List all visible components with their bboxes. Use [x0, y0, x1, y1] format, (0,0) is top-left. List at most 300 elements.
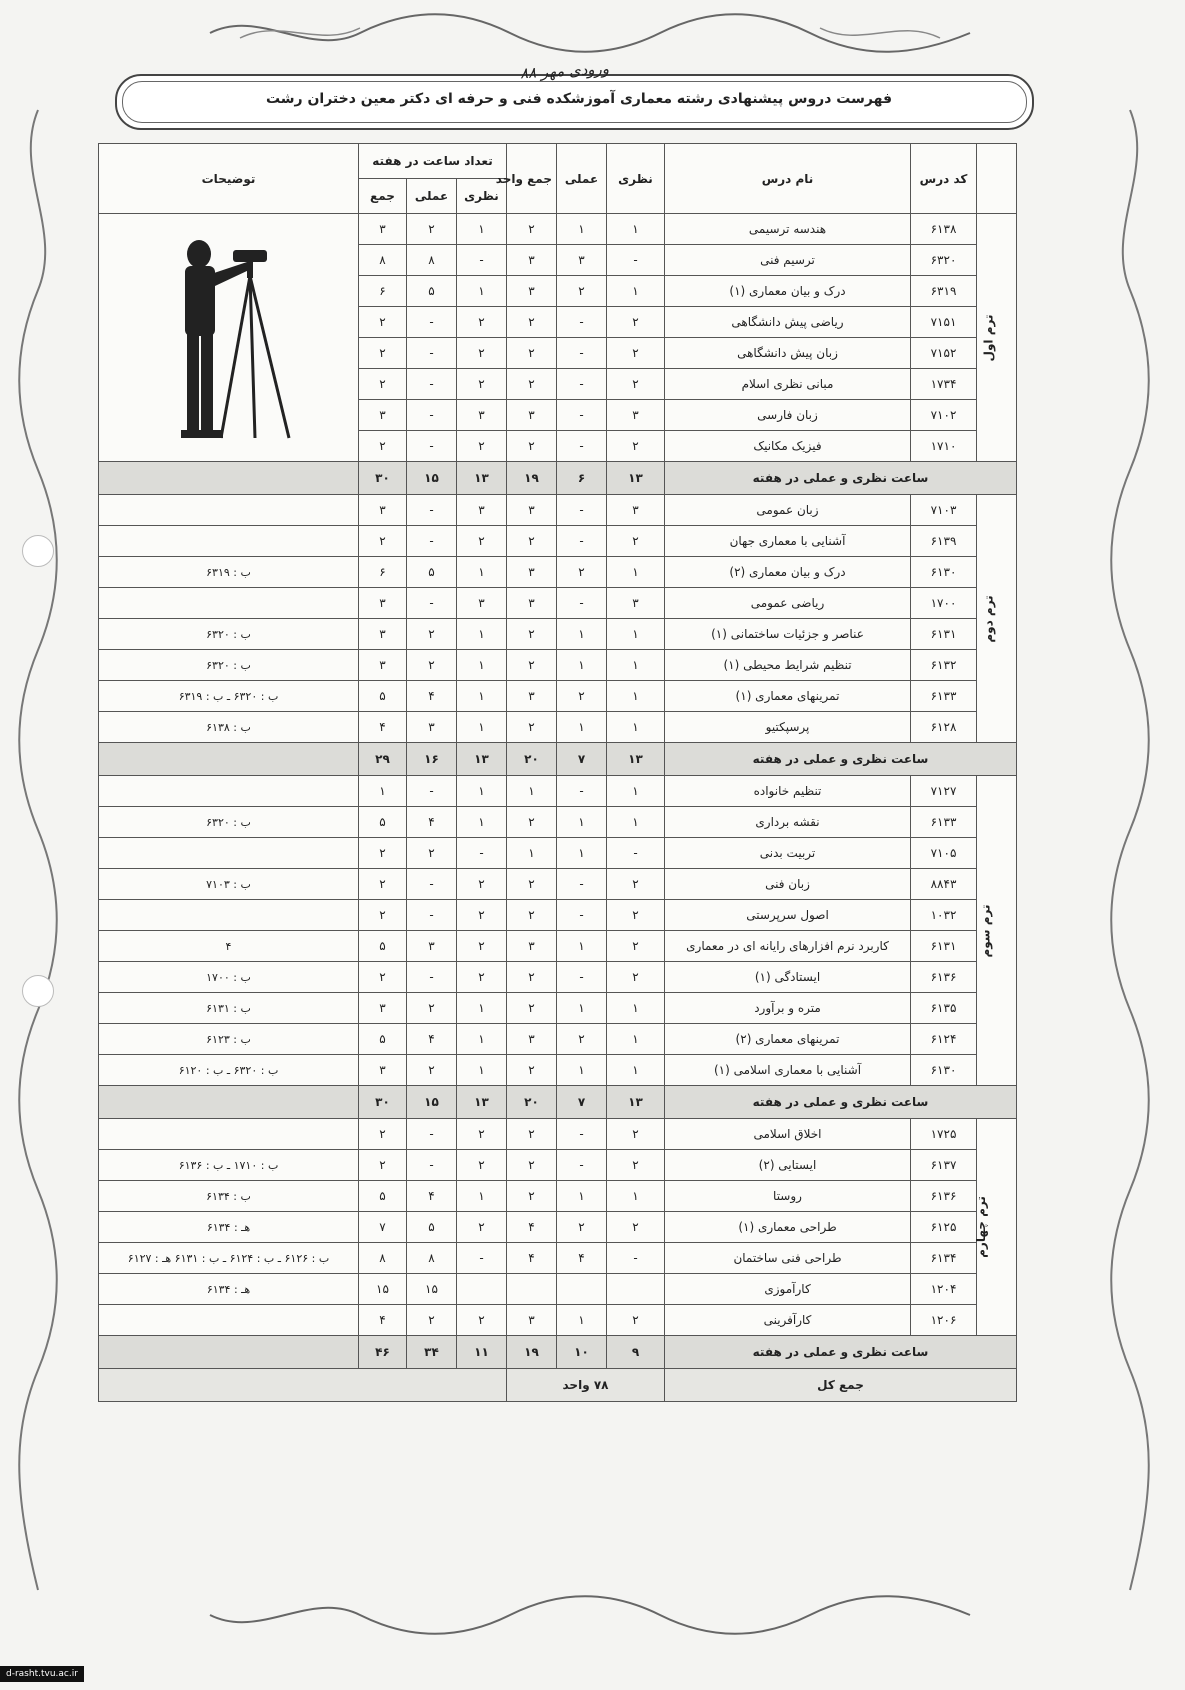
- prerequisite-note: ب : ۱۷۰۰: [99, 962, 359, 993]
- prerequisite-note: هـ : ۶۱۳۴: [99, 1274, 359, 1305]
- hours-theory: -: [457, 1243, 507, 1274]
- course-code: ۷۱۲۷: [911, 776, 977, 807]
- header-name: نام درس: [665, 144, 911, 214]
- course-name: زبان عمومی: [665, 495, 911, 526]
- prerequisite-note: ب : ۶۱۲۳: [99, 1024, 359, 1055]
- course-name: کاربرد نرم افزارهای رایانه ای در معماری: [665, 931, 911, 962]
- hours-practical: ۲: [407, 838, 457, 869]
- units-total: ۳: [507, 276, 557, 307]
- course-name: زبان فارسی: [665, 400, 911, 431]
- subtotal-u: ۲۰: [507, 1086, 557, 1119]
- course-name: کارآفرینی: [665, 1305, 911, 1336]
- units-total: ۲: [507, 712, 557, 743]
- hours-total: ۴: [359, 1305, 407, 1336]
- hours-total: ۲: [359, 1119, 407, 1150]
- prerequisite-note: [99, 776, 359, 807]
- course-name: ریاضی پیش دانشگاهی: [665, 307, 911, 338]
- hours-practical: ۵: [407, 1212, 457, 1243]
- units-total: ۲: [507, 369, 557, 400]
- units-total: ۲: [507, 338, 557, 369]
- course-code: ۷۱۵۱: [911, 307, 977, 338]
- course-code: ۶۱۳۱: [911, 931, 977, 962]
- table-row: [99, 993, 1017, 1024]
- units-practical: ۱: [557, 712, 607, 743]
- units-practical: ۱: [557, 807, 607, 838]
- units-total: ۲: [507, 431, 557, 462]
- course-code: ۶۱۳۱: [911, 619, 977, 650]
- units-total: ۲: [507, 619, 557, 650]
- course-code: ۱۷۱۰: [911, 431, 977, 462]
- table-row: [99, 681, 1017, 712]
- hours-total: ۶: [359, 276, 407, 307]
- course-code: ۶۱۳۸: [911, 214, 977, 245]
- hours-theory: ۱: [457, 276, 507, 307]
- units-total: ۲: [507, 962, 557, 993]
- table-row: [99, 900, 1017, 931]
- course-code: ۶۱۳۷: [911, 1150, 977, 1181]
- hours-total: ۲: [359, 369, 407, 400]
- course-code: ۶۳۲۰: [911, 245, 977, 276]
- term-label-text: ترم سوم: [978, 903, 993, 958]
- units-practical: ۱: [557, 619, 607, 650]
- right-ornament: [1100, 110, 1160, 1590]
- course-code: ۷۱۰۳: [911, 495, 977, 526]
- term-subtotal-row: [99, 743, 1017, 776]
- subtotal-hs: ۲۹: [359, 743, 407, 776]
- course-code: ۷۱۰۲: [911, 400, 977, 431]
- hours-practical: ۴: [407, 1181, 457, 1212]
- units-theory: ۲: [607, 1119, 665, 1150]
- prerequisite-note: [99, 900, 359, 931]
- hours-theory: ۲: [457, 338, 507, 369]
- units-total: ۳: [507, 1305, 557, 1336]
- handwritten-note: ورودی مهر ۸۸: [519, 59, 610, 83]
- table-row: [99, 712, 1017, 743]
- hours-total: ۵: [359, 807, 407, 838]
- hours-theory: ۲: [457, 369, 507, 400]
- units-total: ۲: [507, 1150, 557, 1181]
- hours-theory: ۱: [457, 681, 507, 712]
- hours-theory: ۳: [457, 400, 507, 431]
- units-total: ۲: [507, 993, 557, 1024]
- hours-total: ۲: [359, 338, 407, 369]
- term-subtotal-row: [99, 462, 1017, 495]
- units-total: ۲: [507, 807, 557, 838]
- subtotal-ht: ۱۳: [457, 743, 507, 776]
- course-name: اصول سرپرستی: [665, 900, 911, 931]
- hours-practical: -: [407, 962, 457, 993]
- hours-practical: ۵: [407, 276, 457, 307]
- header-practical: عملی: [557, 144, 607, 214]
- course-name: درک و بیان معماری (۱): [665, 276, 911, 307]
- units-total: ۳: [507, 400, 557, 431]
- prerequisite-note: [99, 838, 359, 869]
- hours-total: ۲: [359, 838, 407, 869]
- units-total: ۲: [507, 1055, 557, 1086]
- grand-total-value: ۷۸ واحد: [507, 1369, 665, 1402]
- units-theory: -: [607, 1243, 665, 1274]
- units-total: ۳: [507, 681, 557, 712]
- hours-total: ۲: [359, 307, 407, 338]
- table-row: [99, 214, 1017, 245]
- term-label-text: ترم دوم: [981, 594, 996, 643]
- course-code: ۶۱۳۳: [911, 807, 977, 838]
- subtotal-t: ۹: [607, 1336, 665, 1369]
- table-row: [99, 1212, 1017, 1243]
- table-row: [99, 526, 1017, 557]
- units-total: ۲: [507, 526, 557, 557]
- units-total: [507, 1274, 557, 1305]
- units-practical: -: [557, 1150, 607, 1181]
- course-code: ۱۰۳۲: [911, 900, 977, 931]
- units-theory: [607, 1274, 665, 1305]
- table-row: [99, 962, 1017, 993]
- course-name: درک و بیان معماری (۲): [665, 557, 911, 588]
- prerequisite-note: ب : ۶۱۳۱: [99, 993, 359, 1024]
- hours-practical: -: [407, 900, 457, 931]
- units-practical: -: [557, 869, 607, 900]
- hours-theory: ۱: [457, 776, 507, 807]
- course-code: ۱۲۰۶: [911, 1305, 977, 1336]
- course-name: پرسپکتیو: [665, 712, 911, 743]
- course-name: ریاضی عمومی: [665, 588, 911, 619]
- units-total: ۴: [507, 1243, 557, 1274]
- subtotal-notes-empty: [99, 462, 359, 495]
- units-theory: ۲: [607, 526, 665, 557]
- table-row: [99, 776, 1017, 807]
- hours-practical: ۴: [407, 681, 457, 712]
- table-row: [99, 869, 1017, 900]
- course-code: ۱۷۰۰: [911, 588, 977, 619]
- hours-practical: ۸: [407, 1243, 457, 1274]
- subtotal-t: ۱۳: [607, 1086, 665, 1119]
- hours-theory: ۲: [457, 962, 507, 993]
- table-row: [99, 588, 1017, 619]
- hours-theory: -: [457, 838, 507, 869]
- units-practical: -: [557, 431, 607, 462]
- hours-practical: ۳: [407, 712, 457, 743]
- course-code: ۶۱۳۴: [911, 1243, 977, 1274]
- surveyor-icon: [129, 216, 329, 456]
- hours-total: ۵: [359, 931, 407, 962]
- prerequisite-note: ۴: [99, 931, 359, 962]
- hours-practical: ۲: [407, 214, 457, 245]
- units-theory: ۲: [607, 1150, 665, 1181]
- hours-total: ۵: [359, 1181, 407, 1212]
- units-total: ۳: [507, 588, 557, 619]
- units-practical: ۲: [557, 1212, 607, 1243]
- course-name: تمرینهای معماری (۲): [665, 1024, 911, 1055]
- hours-practical: ۲: [407, 1305, 457, 1336]
- subtotal-u: ۱۹: [507, 1336, 557, 1369]
- hours-total: ۵: [359, 1024, 407, 1055]
- surveyor-illustration: [99, 214, 359, 462]
- course-code: ۶۱۳۰: [911, 557, 977, 588]
- hours-practical: ۵: [407, 557, 457, 588]
- course-name: هندسه ترسیمی: [665, 214, 911, 245]
- hours-theory: ۲: [457, 1305, 507, 1336]
- course-name: تنظیم خانواده: [665, 776, 911, 807]
- course-name: نقشه برداری: [665, 807, 911, 838]
- punch-hole: [22, 535, 54, 567]
- term-label: [977, 776, 1017, 1086]
- units-practical: -: [557, 307, 607, 338]
- units-practical: ۱: [557, 214, 607, 245]
- subtotal-ht: ۱۳: [457, 1086, 507, 1119]
- units-total: ۳: [507, 495, 557, 526]
- course-code: ۱۷۲۵: [911, 1119, 977, 1150]
- hours-theory: ۱: [457, 1055, 507, 1086]
- course-name: زبان فنی: [665, 869, 911, 900]
- units-practical: ۱: [557, 650, 607, 681]
- course-code: ۶۱۳۳: [911, 681, 977, 712]
- hours-total: ۵: [359, 681, 407, 712]
- subtotal-label: ساعت نظری و عملی در هفته: [665, 743, 1017, 776]
- hours-total: ۲: [359, 900, 407, 931]
- table-row: [99, 1274, 1017, 1305]
- hours-total: ۳: [359, 400, 407, 431]
- subtotal-label: ساعت نظری و عملی در هفته: [665, 1336, 1017, 1369]
- course-name: ایستایی (۲): [665, 1150, 911, 1181]
- units-theory: ۱: [607, 681, 665, 712]
- hours-practical: -: [407, 495, 457, 526]
- course-code: ۱۲۰۴: [911, 1274, 977, 1305]
- units-total: ۴: [507, 1212, 557, 1243]
- hours-practical: ۸: [407, 245, 457, 276]
- course-name: آشنایی با معماری اسلامی (۱): [665, 1055, 911, 1086]
- header-weekly-practical: عملی: [407, 179, 457, 214]
- table-row: [99, 1305, 1017, 1336]
- units-theory: ۲: [607, 931, 665, 962]
- units-total: ۲: [507, 650, 557, 681]
- course-code: ۶۱۳۵: [911, 993, 977, 1024]
- course-code: ۶۱۳۰: [911, 1055, 977, 1086]
- course-name: اخلاق اسلامی: [665, 1119, 911, 1150]
- course-code: ۶۱۳۲: [911, 650, 977, 681]
- course-name: طراحی فنی ساختمان: [665, 1243, 911, 1274]
- units-total: ۳: [507, 245, 557, 276]
- hours-practical: -: [407, 338, 457, 369]
- units-theory: -: [607, 245, 665, 276]
- course-name: ایستادگی (۱): [665, 962, 911, 993]
- hours-practical: -: [407, 776, 457, 807]
- hours-theory: ۲: [457, 900, 507, 931]
- table-row: [99, 619, 1017, 650]
- units-practical: -: [557, 369, 607, 400]
- hours-total: ۴: [359, 712, 407, 743]
- subtotal-ht: ۱۳: [457, 462, 507, 495]
- units-total: ۳: [507, 1024, 557, 1055]
- prerequisite-note: ب : ۶۳۱۹: [99, 557, 359, 588]
- header-units-total: جمع واحد: [507, 144, 557, 214]
- units-theory: ۱: [607, 993, 665, 1024]
- units-practical: -: [557, 962, 607, 993]
- units-practical: ۲: [557, 557, 607, 588]
- subtotal-notes-empty: [99, 1336, 359, 1369]
- hours-theory: ۲: [457, 1212, 507, 1243]
- hours-total: ۲: [359, 431, 407, 462]
- units-theory: ۱: [607, 619, 665, 650]
- table-row: [99, 838, 1017, 869]
- subtotal-hs: ۳۰: [359, 1086, 407, 1119]
- hours-practical: ۱۵: [407, 1274, 457, 1305]
- units-total: ۱: [507, 838, 557, 869]
- units-practical: -: [557, 526, 607, 557]
- hours-practical: ۴: [407, 807, 457, 838]
- footer-site-tag: d-rasht.tvu.ac.ir: [0, 1666, 84, 1682]
- hours-total: ۲: [359, 1150, 407, 1181]
- prerequisite-note: هـ : ۶۱۳۴: [99, 1212, 359, 1243]
- units-practical: ۱: [557, 993, 607, 1024]
- hours-theory: ۲: [457, 1150, 507, 1181]
- subtotal-hs: ۴۶: [359, 1336, 407, 1369]
- hours-practical: -: [407, 1150, 457, 1181]
- units-practical: -: [557, 495, 607, 526]
- header-weekly-theory: نظری: [457, 179, 507, 214]
- hours-total: ۷: [359, 1212, 407, 1243]
- course-code: ۶۱۲۵: [911, 1212, 977, 1243]
- course-name: زبان پیش دانشگاهی: [665, 338, 911, 369]
- prerequisite-note: ب : ۶۱۳۴: [99, 1181, 359, 1212]
- course-code: ۸۸۴۳: [911, 869, 977, 900]
- hours-theory: ۲: [457, 1119, 507, 1150]
- units-total: ۲: [507, 1181, 557, 1212]
- hours-theory: ۱: [457, 650, 507, 681]
- hours-theory: ۱: [457, 712, 507, 743]
- units-practical: ۱: [557, 931, 607, 962]
- grand-total-empty: [99, 1369, 507, 1402]
- course-name: تمرینهای معماری (۱): [665, 681, 911, 712]
- hours-practical: -: [407, 431, 457, 462]
- hours-practical: ۴: [407, 1024, 457, 1055]
- prerequisite-note: [99, 495, 359, 526]
- course-name: متره و برآورد: [665, 993, 911, 1024]
- table-row: [99, 650, 1017, 681]
- course-name: عناصر و جزئیات ساختمانی (۱): [665, 619, 911, 650]
- units-practical: [557, 1274, 607, 1305]
- table-row: [99, 1119, 1017, 1150]
- units-practical: -: [557, 588, 607, 619]
- units-practical: ۲: [557, 681, 607, 712]
- left-ornament: [8, 110, 68, 1590]
- course-name: طراحی معماری (۱): [665, 1212, 911, 1243]
- units-theory: ۲: [607, 338, 665, 369]
- units-theory: ۱: [607, 276, 665, 307]
- table-row: [99, 1024, 1017, 1055]
- course-code: ۶۱۳۶: [911, 962, 977, 993]
- units-practical: -: [557, 338, 607, 369]
- units-practical: -: [557, 776, 607, 807]
- units-theory: ۲: [607, 431, 665, 462]
- subtotal-t: ۱۳: [607, 743, 665, 776]
- term-label-text: ترم چهارم: [974, 1196, 989, 1258]
- units-theory: ۱: [607, 776, 665, 807]
- term-label: [977, 214, 1017, 462]
- hours-total: ۸: [359, 245, 407, 276]
- units-total: ۳: [507, 557, 557, 588]
- subtotal-hp: ۳۴: [407, 1336, 457, 1369]
- header-weekly-total: جمع: [359, 179, 407, 214]
- hours-theory: ۱: [457, 214, 507, 245]
- hours-practical: ۲: [407, 1055, 457, 1086]
- prerequisite-note: ب : ۷۱۰۳: [99, 869, 359, 900]
- header-code: کد درس: [911, 144, 977, 214]
- prerequisite-note: ب : ۶۳۲۰: [99, 619, 359, 650]
- units-theory: ۳: [607, 495, 665, 526]
- prerequisite-note: ب : ۶۱۲۶ ـ ب : ۶۱۲۴ ـ ب : ۶۱۳۱ هـ : ۶۱۲۷: [99, 1243, 359, 1274]
- hours-theory: ۳: [457, 588, 507, 619]
- course-name: تنظیم شرایط محیطی (۱): [665, 650, 911, 681]
- units-theory: ۲: [607, 307, 665, 338]
- course-code: ۷۱۰۵: [911, 838, 977, 869]
- hours-theory: ۲: [457, 307, 507, 338]
- units-practical: ۱: [557, 1055, 607, 1086]
- units-total: ۲: [507, 900, 557, 931]
- units-theory: ۱: [607, 1181, 665, 1212]
- header-notes: توضیحات: [99, 144, 359, 214]
- prerequisite-note: ب : ۶۱۳۸: [99, 712, 359, 743]
- course-code: ۶۱۳۹: [911, 526, 977, 557]
- units-total: ۲: [507, 869, 557, 900]
- course-code: ۷۱۵۲: [911, 338, 977, 369]
- term-label-text: ترم اول: [981, 314, 996, 361]
- bottom-ornament: [200, 1590, 980, 1640]
- hours-practical: -: [407, 400, 457, 431]
- hours-practical: -: [407, 307, 457, 338]
- subtotal-p: ۶: [557, 462, 607, 495]
- hours-theory: -: [457, 245, 507, 276]
- units-total: ۳: [507, 931, 557, 962]
- prerequisite-note: ب : ۶۳۲۰: [99, 650, 359, 681]
- hours-total: ۳: [359, 619, 407, 650]
- page-title: فهرست دروس پیشنهادی رشته معماری آموزشکده فنی و حرفه ای دکتر معین دختران رشت: [265, 91, 892, 107]
- course-code: ۶۱۲۸: [911, 712, 977, 743]
- units-total: ۲: [507, 307, 557, 338]
- units-practical: ۴: [557, 1243, 607, 1274]
- subtotal-ht: ۱۱: [457, 1336, 507, 1369]
- units-practical: ۱: [557, 1181, 607, 1212]
- course-name: کارآموزی: [665, 1274, 911, 1305]
- units-theory: ۱: [607, 1024, 665, 1055]
- hours-total: ۲: [359, 869, 407, 900]
- hours-theory: ۱: [457, 1181, 507, 1212]
- top-ornament: [200, 8, 980, 58]
- units-practical: -: [557, 400, 607, 431]
- hours-total: ۳: [359, 588, 407, 619]
- subtotal-hs: ۳۰: [359, 462, 407, 495]
- course-code: ۶۱۲۴: [911, 1024, 977, 1055]
- units-theory: ۲: [607, 900, 665, 931]
- header-banner: [115, 74, 1034, 130]
- units-theory: ۳: [607, 400, 665, 431]
- units-theory: ۱: [607, 214, 665, 245]
- hours-total: ۳: [359, 495, 407, 526]
- hours-total: ۶: [359, 557, 407, 588]
- units-practical: -: [557, 1119, 607, 1150]
- hours-theory: ۲: [457, 869, 507, 900]
- units-theory: ۱: [607, 712, 665, 743]
- course-code: ۱۷۳۴: [911, 369, 977, 400]
- subtotal-hp: ۱۶: [407, 743, 457, 776]
- hours-practical: ۳: [407, 931, 457, 962]
- units-practical: ۱: [557, 838, 607, 869]
- hours-theory: ۱: [457, 619, 507, 650]
- course-name: تربیت بدنی: [665, 838, 911, 869]
- units-total: ۲: [507, 1119, 557, 1150]
- course-name: آشنایی با معماری جهان: [665, 526, 911, 557]
- subtotal-hp: ۱۵: [407, 1086, 457, 1119]
- hours-theory: ۱: [457, 807, 507, 838]
